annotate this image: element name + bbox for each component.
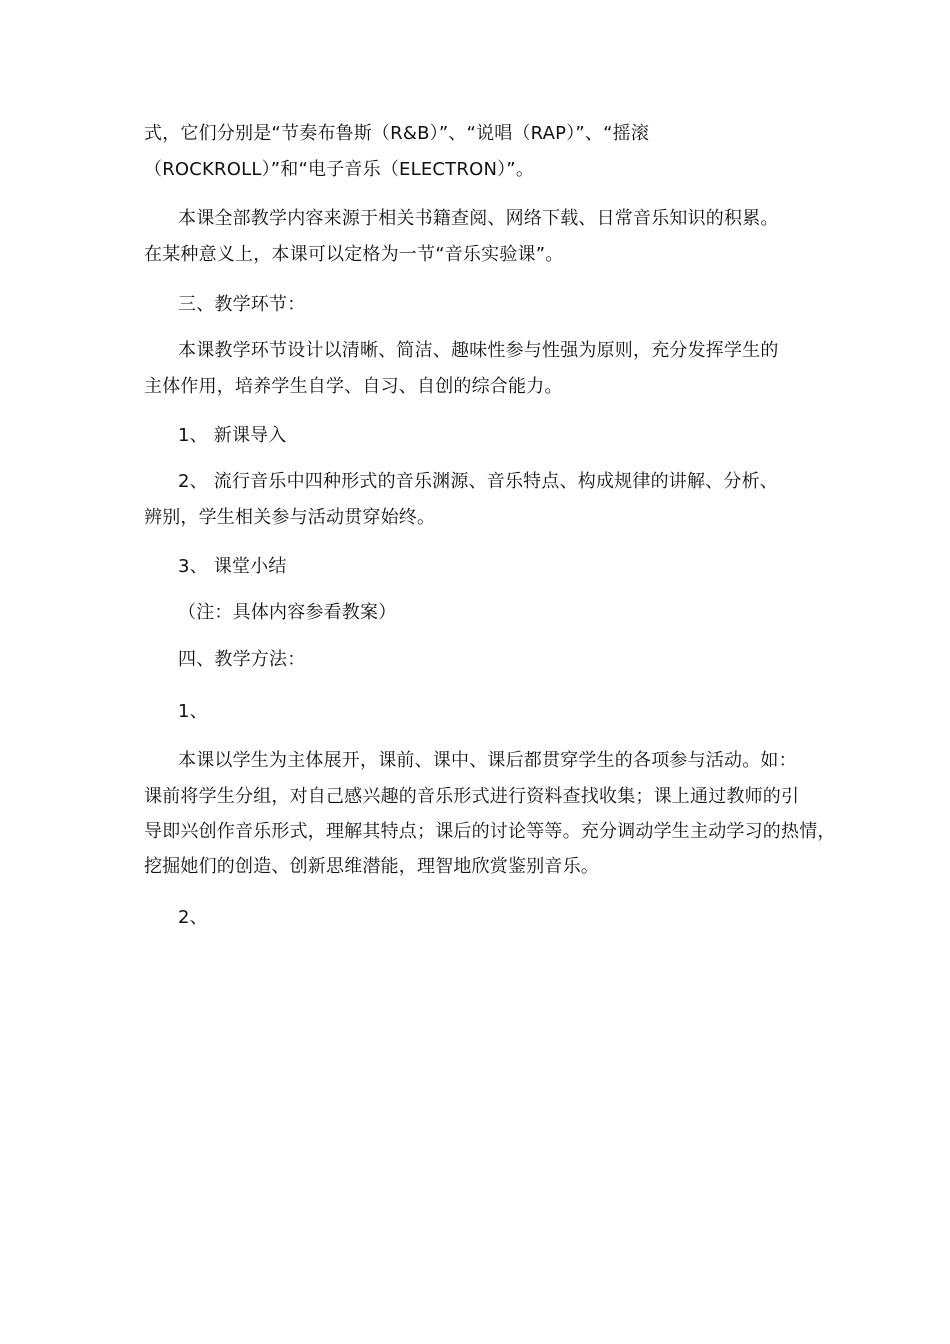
- text-line: 导即兴创作音乐形式，理解其特点；课后的讨论等等。充分调动学生主动学习的热情，: [144, 821, 836, 842]
- text-line: 式，它们分别是“节奏布鲁斯（R&B）”、“说唱（RAP）”、“摇滚: [144, 123, 650, 144]
- paragraph-start-line: 本课以学生为主体展开，课前、课中、课后都贯穿学生的各项参与活动。如：: [178, 750, 797, 771]
- list-item: 1、: [178, 701, 208, 722]
- list-item: 2、 流行音乐中四种形式的音乐渊源、音乐特点、构成规律的讲解、分析、: [178, 471, 778, 492]
- list-item: 2、: [178, 907, 208, 928]
- text-line: （ROCKROLL）”和“电子音乐（ELECTRON）”。: [144, 159, 535, 180]
- section-heading: 三、教学环节：: [178, 294, 306, 315]
- text-line: 主体作用，培养学生自学、自习、自创的综合能力。: [144, 376, 563, 397]
- paragraph-start-line: 本课教学环节设计以清晰、简洁、趣味性参与性强为原则，充分发挥学生的: [178, 340, 779, 361]
- text-line: 挖掘她们的创造、创新思维潜能，理智地欣赏鉴别音乐。: [144, 856, 599, 877]
- note-line: （注：具体内容参看教案）: [178, 602, 397, 623]
- text-line: 在某种意义上，本课可以定格为一节“音乐实验课”。: [144, 244, 564, 265]
- paragraph-start-line: 本课全部教学内容来源于相关书籍查阅、网络下载、日常音乐知识的积累。: [178, 208, 779, 229]
- list-item: 1、 新课导入: [178, 425, 287, 446]
- text-line: 辨别，学生相关参与活动贯穿始终。: [144, 507, 436, 528]
- section-heading: 四、教学方法：: [178, 649, 306, 670]
- text-line: 课前将学生分组，对自己感兴趣的音乐形式进行资料查找收集；课上通过教师的引: [144, 786, 800, 807]
- list-item: 3、 课堂小结: [178, 556, 287, 577]
